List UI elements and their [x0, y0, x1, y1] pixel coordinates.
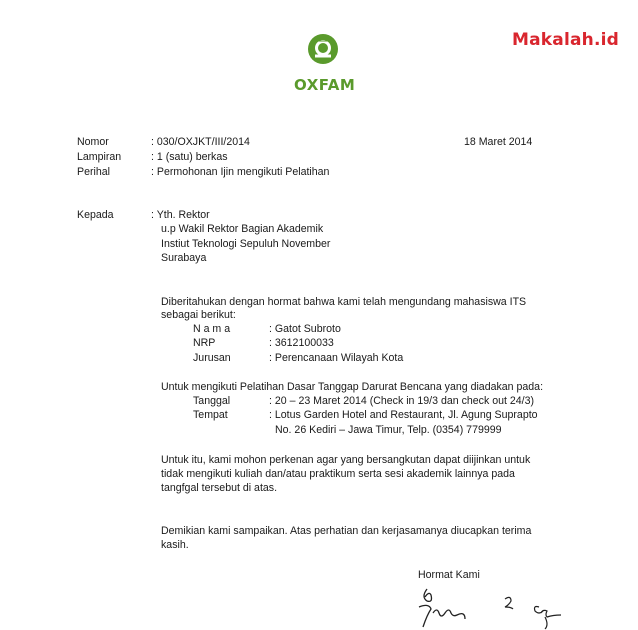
- body-paragraph-line: sebagai berikut:: [161, 309, 236, 321]
- body-paragraph-line: Untuk mengikuti Pelatihan Dasar Tanggap Darurat Bencana yang diadakan pada:: [161, 381, 544, 393]
- body-paragraph-line: tangfgal tersebut di atas.: [161, 482, 278, 494]
- body-paragraph-line: Diberitahukan dengan hormat bahwa kami telah mengundang mahasiswa ITS: [161, 296, 527, 308]
- closing-greeting: Hormat Kami: [418, 569, 480, 581]
- recipient-line: Surabaya: [161, 252, 207, 264]
- nomor-value: : 030/OXJKT/III/2014: [151, 136, 250, 148]
- student-nrp-label: NRP: [193, 337, 216, 349]
- recipient-line: : Yth. Rektor: [151, 209, 210, 221]
- event-place-label: Tempat: [193, 409, 228, 421]
- lampiran-label: Lampiran: [77, 151, 122, 163]
- perihal-value: : Permohonan Ijin mengikuti Pelatihan: [151, 166, 330, 178]
- student-name-label: N a m a: [193, 323, 231, 335]
- recipient-line: Instiut Teknologi Sepuluh November: [161, 238, 331, 250]
- recipient-line: u.p Wakil Rektor Bagian Akademik: [161, 223, 324, 235]
- lampiran-value: : 1 (satu) berkas: [151, 151, 228, 163]
- student-name-value: : Gatot Subroto: [269, 323, 341, 335]
- event-place-value: : Lotus Garden Hotel and Restaurant, Jl. Agung Suprapto: [269, 409, 538, 421]
- nomor-label: Nomor: [77, 136, 109, 148]
- watermark: Makalah.id: [512, 30, 620, 50]
- event-place-value: No. 26 Kediri – Jawa Timur, Telp. (0354) 779999: [275, 424, 502, 436]
- event-date-value: : 20 – 23 Maret 2014 (Check in 19/3 dan check out 24/3): [269, 395, 535, 407]
- student-jurusan-value: : Perencanaan Wilayah Kota: [269, 352, 404, 364]
- student-jurusan-label: Jurusan: [193, 352, 231, 364]
- letter-date: 18 Maret 2014: [464, 136, 533, 148]
- body-paragraph-line: Demikian kami sampaikan. Atas perhatian dan kerjasamanya diucapkan terima: [161, 525, 532, 537]
- body-paragraph-line: tidak mengikuti kuliah dan/atau praktikum serta sesi akademik lainnya pada: [161, 468, 515, 480]
- logo-text: OXFAM: [294, 76, 356, 94]
- student-nrp-value: : 3612100033: [269, 337, 334, 349]
- body-paragraph-line: Untuk itu, kami mohon perkenan agar yang bersangkutan dapat diijinkan untuk: [161, 454, 531, 466]
- body-paragraph-line: kasih.: [161, 539, 189, 551]
- event-date-label: Tanggal: [193, 395, 231, 407]
- signature-image: [405, 583, 585, 630]
- perihal-label: Perihal: [77, 166, 110, 178]
- kepada-label: Kepada: [77, 209, 114, 221]
